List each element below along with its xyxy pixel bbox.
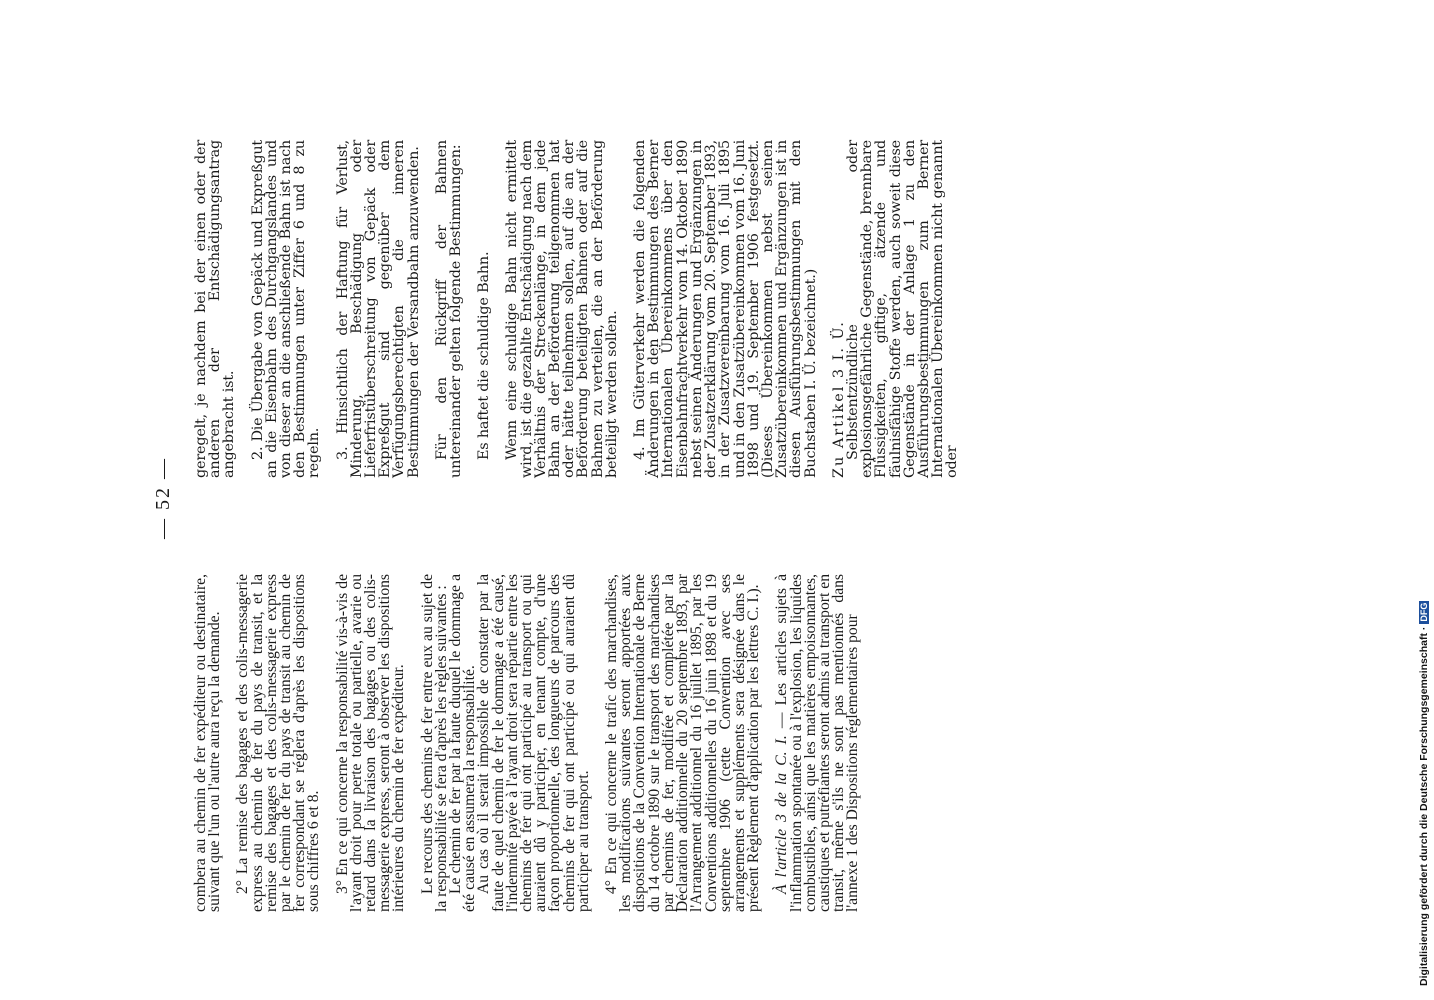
de-article-heading: Zu Artikel 3 I. Ü. [830, 320, 847, 478]
dfg-logo: DFG [1419, 602, 1429, 622]
de-paragraph-7: 4. Im Güterverkehr werden die folgenden Änderungen in den Bestimmungen des Berner Internationalen Übereinkommens über den Eisenbahnfrachtverkehr vom 14. Oktober 1890 nebst seinen Änderungen und Ergänzungen in der Zusatzerklärung vom 20. September 1893, in der Zusatzvereinbarung vom 16. Juli 1895 und in den Zusatzübereinkommen vom 16. Juni 1898 und 19. September 1906 festgesetzt. (Dieses Übereinkommen nebst seinen Zusatzübereinkommen und Ergänzungen ist in diesen Ausführungsbestimmungen mit den Buchstaben I. Ü. bezeichnet.) [632, 140, 819, 478]
fr-paragraph-8 [775, 574, 860, 912]
german-column [194, 140, 974, 478]
de-paragraph-2: 2. Die Übergabe von Gepäck und Expreßgut an die Eisenbahn des Durchgangslandes und von dieser an die anschließende Bahn ist nach den Bestimmungen unter Ziffer 6 und 8 zu regeln. [249, 140, 323, 478]
fr-paragraph-1: combera au chemin de fer expéditeur ou destinataire, suivant que l'un ou l'autre aura reçu la demande. [192, 574, 224, 912]
fr-paragraph-8-text: — Les articles sujets à l'inflammation spontanée ou à l'explosion, les liquides combustibles, ainsi que les matières empoisonnantes, caustiques et putréfiantes seront admis au transport en transit, même s'ils ne sont pas mentionnés dans l'annexe 1 des Dispositions réglementaires pour [773, 574, 862, 912]
french-column [194, 574, 875, 912]
de-paragraph-4: Für den Rückgriff der Bahnen untereinander gelten folgende Bestimmungen: [433, 140, 465, 478]
de-paragraph-6: Wenn eine schuldige Bahn nicht ermittelt wird, ist die gezahlte Entschädigung nach dem Verhältnis der Streckenlänge, in dem jede Bahn an der Beförderung teilgenommen hat oder hätte teilnehmen sollen, auf die an der Beförderung beteiligten Bahnen oder auf die Bahnen zu verteilen, die an der Beförderung beteiligt werden sollen. [504, 140, 620, 478]
de-paragraph-3: 3. Hinsichtlich der Haftung für Verlust, Minderung, Beschädigung oder Lieferfristüberschreitung von Gepäck oder Expreßgut sind gegenüber dem Verfügungsberechtigten die inneren Bestimmungen der Versandbahn anzuwenden. [334, 140, 422, 478]
fr-paragraph-5: Le chemin de fer par la faute duquel le dommage a été causé en assumera la responsabilité. [447, 574, 479, 912]
de-paragraph-8: Selbstentzündliche oder explosionsgefährliche Gegenstände, brennbare Flüssigkeiten, giftige, ätzende und fäulnisfähige Stoffe werden, auch soweit diese Gegenstände in der Anlage 1 zu den Ausführungsbestimmungen zum Berner Internationalen Übereinkommen nicht genannt oder [844, 140, 961, 478]
de-paragraph-5: Es haftet die schuldige Bahn. [476, 251, 493, 460]
funding-note-text: Digitalisierung gefördert durch die Deutsche Forschungsgemeinschaft · [1418, 626, 1430, 986]
page-number: — 52 — [152, 457, 174, 539]
fr-paragraph-2: 2° La remise des bagages et des colis-messagerie express au chemin de fer du pays de transit, et la remise des bagages et des colis-messagerie express par le chemin de fer du pays de transit au chemin de fer correspondant se réglera d'après les dispositions sous chiffres 6 et 8. [234, 574, 323, 912]
fr-article-heading: À l'article 3 de la C. I. [773, 735, 791, 894]
fr-paragraph-7: 4° En ce qui concerne le trafic des marchandises, les modifications suivantes seront apportées aux dispositions de la Convention Internationale de Berne du 14 octobre 1890 sur le transport des marchandises par chemins de fer, modifiée et complétée par la Déclaration additionnelle du 20 septembre 1893, par l'Arrangement additionnel du 16 juillet 1895, par les Conventions additionnelles du 16 juin 1898 et du 19 septembre 1906 (cette Convention avec ses arrangements et suppléments sera désignée dans le présent Règlement d'application par les lettres C. I.). [603, 574, 763, 912]
fr-paragraph-6: Au cas où il serait impossible de constater par la faute de quel chemin de fer le dommage a été causé, l'indemnité payée à l'ayant droit sera répartie entre les chemins de fer qui ont participé au transport ou qui auraient dû y participer, en tenant compte, d'une façon proportionnelle, des longueurs de parcours des chemins de fer qui ont participé ou qui auraient dû participer au transport. [475, 574, 592, 912]
fr-paragraph-3: 3° En ce qui concerne la responsabilité vis-à-vis de l'ayant droit pour perte totale ou partielle, avarie ou retard dans la livraison des bagages ou des colis-messagerie express, seront à observer les dispositions intérieures du chemin de fer expéditeur. [333, 574, 408, 912]
fr-paragraph-4: Le recours des chemins de fer entre eux au sujet de la responsabilité se fera d'après les règles suivantes : [418, 574, 450, 912]
de-paragraph-1: geregelt, je nachdem bei der einen oder der anderen der Entschädigungsantrag angebracht ist. [193, 140, 238, 478]
